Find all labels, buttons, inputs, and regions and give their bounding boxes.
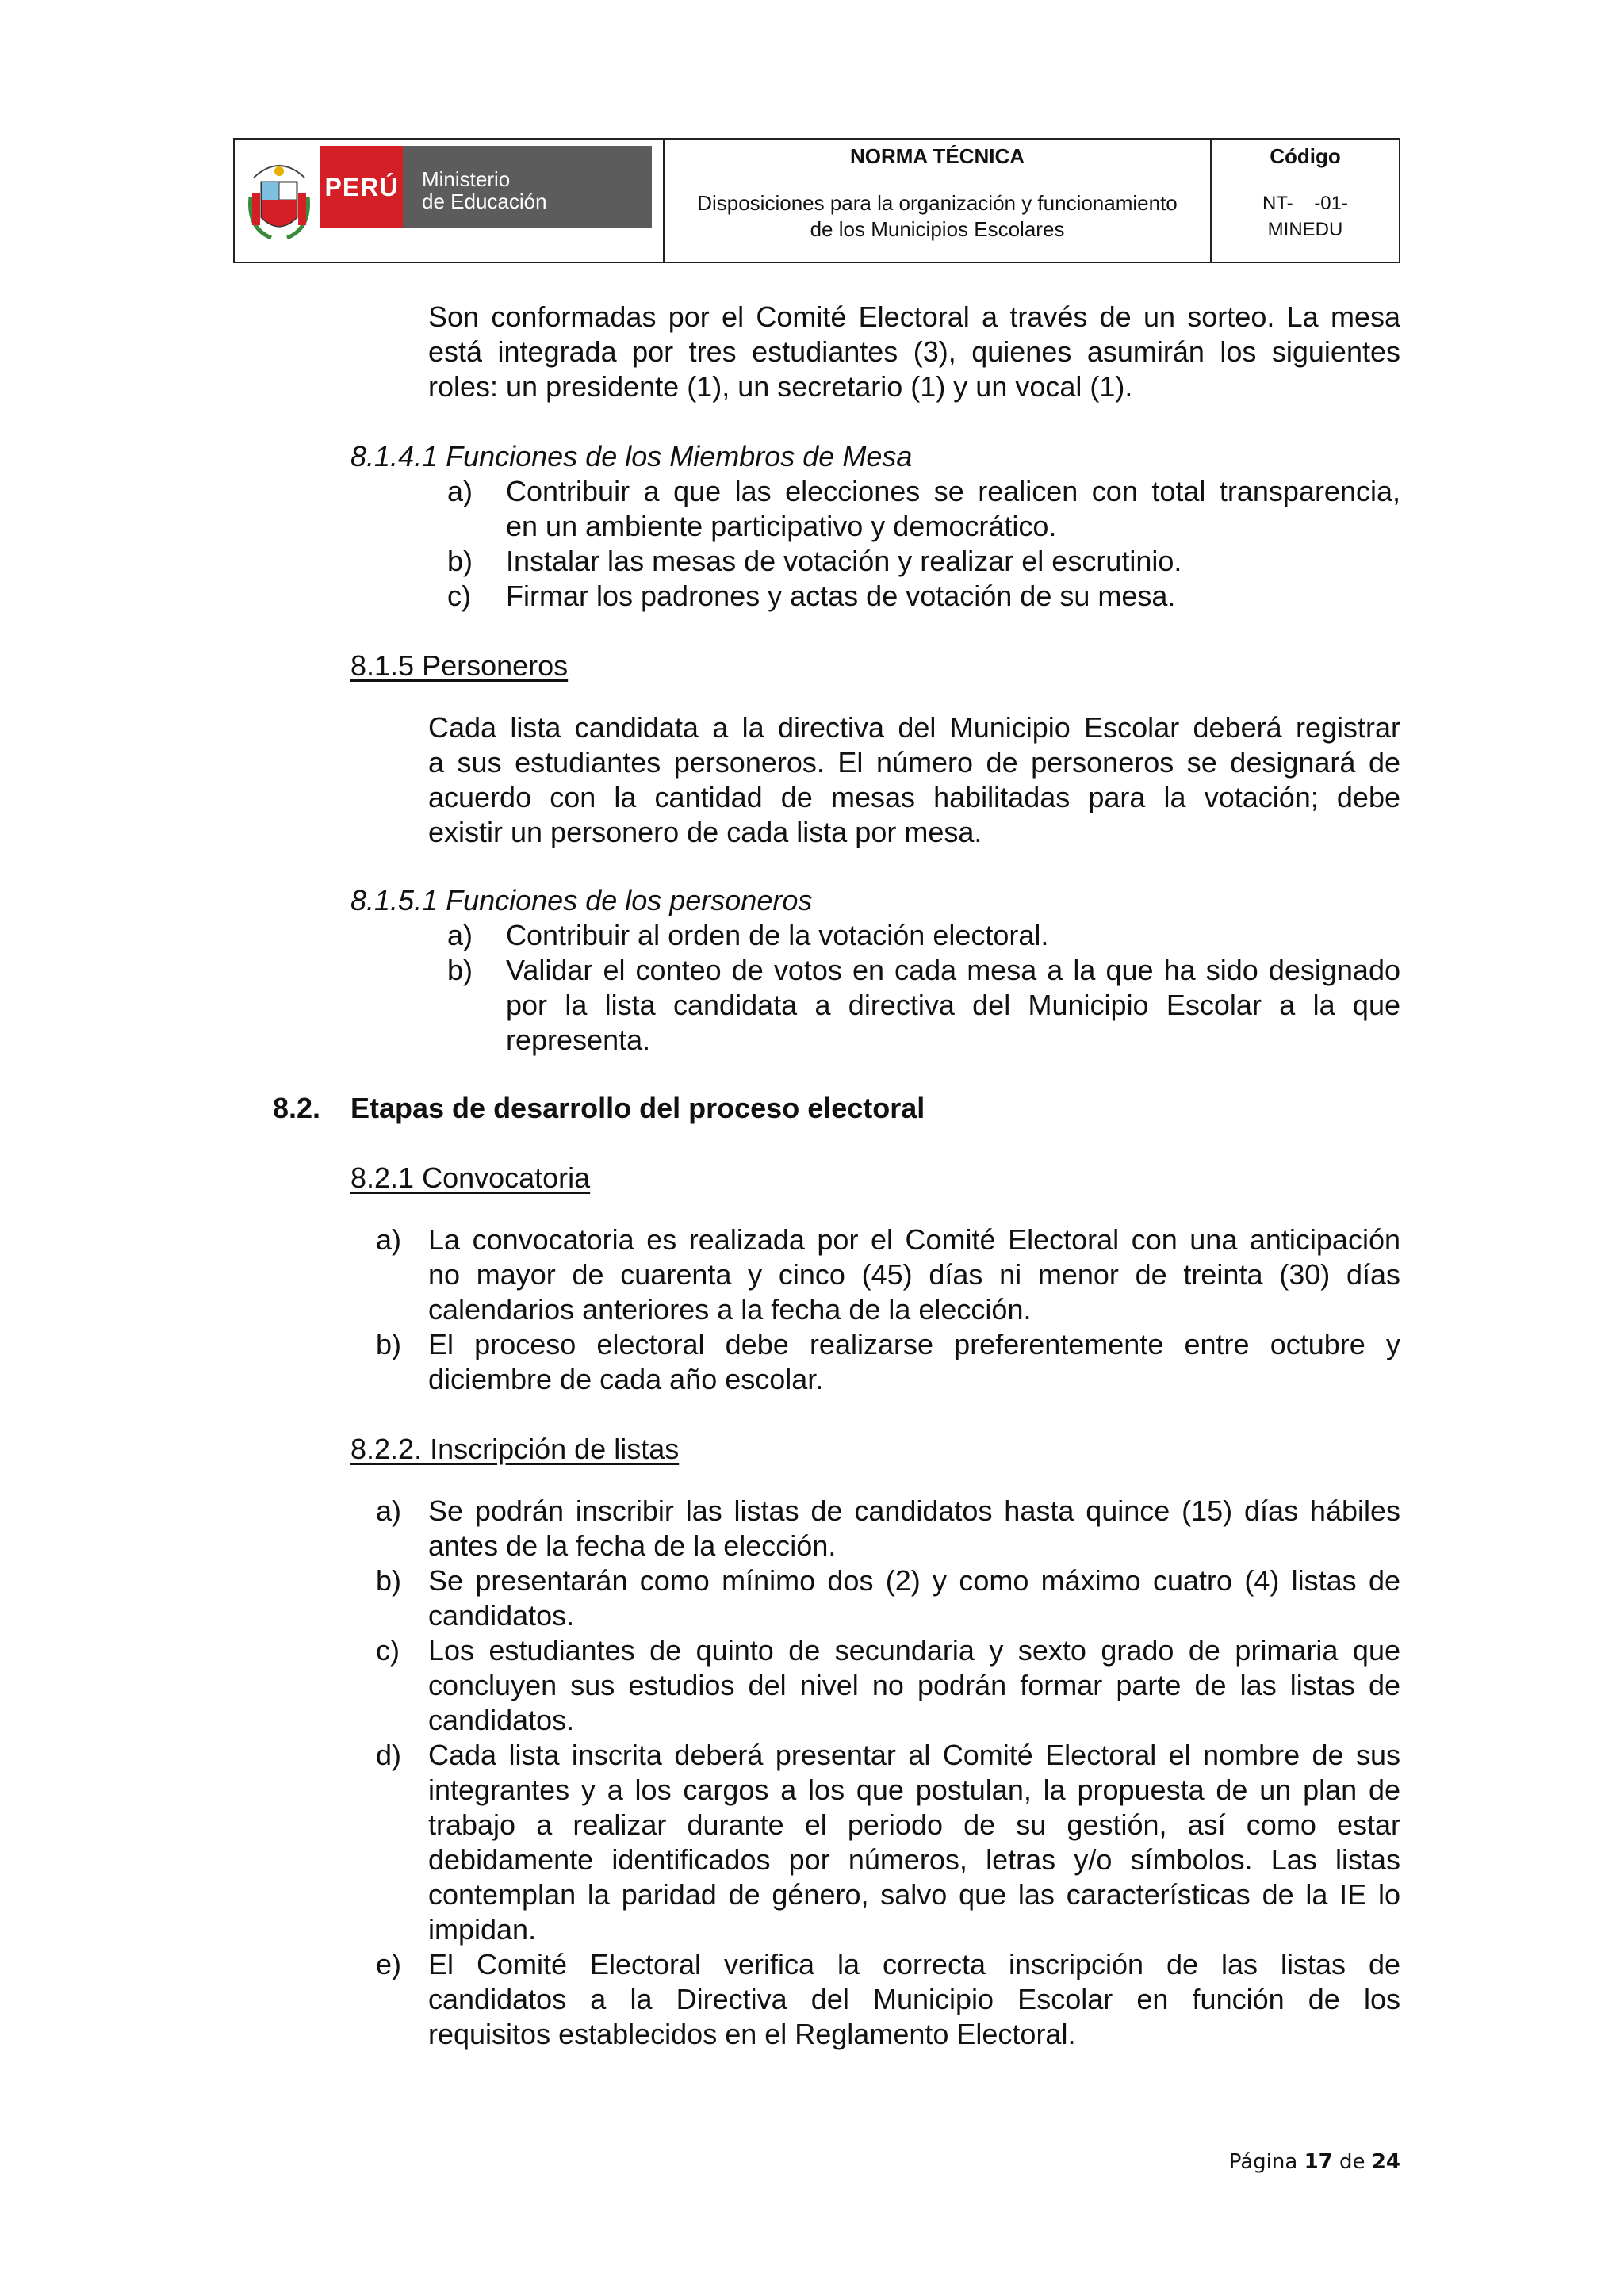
list-item: a) La convocatoria es realizada por el Comité Electoral con una anticipación no mayor de cuarenta y cinco (45) días ni menor de treinta (30) días calendarios anteriores a la fecha de la elección. xyxy=(376,1223,1400,1326)
list-item: a) Contribuir a que las elecciones se realicen con total transparencia, en un ambiente participativo y democrático. xyxy=(447,475,1400,542)
paragraph-mesa-composition: Son conformadas por el Comité Electoral a través de un sorteo. La mesa está integrada por tres estudiantes (3), quienes asumirán los siguientes roles: un presidente (1), un secretario (1) y un vocal (1). xyxy=(428,300,1400,403)
header-code-cell xyxy=(1212,140,1399,262)
list-item: b) Se presentarán como mínimo dos (2) y como máximo cuatro (4) listas de candidatos. xyxy=(376,1564,1400,1632)
section-number-8-2: 8.2. xyxy=(273,1092,321,1124)
paragraph-personeros: Cada lista candidata a la directiva del Municipio Escolar deberá registrar a sus estudiantes personeros. El número de personeros se designará de acuerdo con la cantidad de mesas habilitadas para la votación; debe existir un personero de cada lista por mesa. xyxy=(428,711,1400,848)
coat-of-arms-icon xyxy=(247,149,311,252)
header-title-cell xyxy=(665,140,1212,262)
list-item: d) Cada lista inscrita deberá presentar al Comité Electoral el nombre de sus integrantes y a los cargos a los que postulan, la propuesta de un plan de trabajo a realizar durante el periodo de su gestión, así como estar debidamente identificados por números, letras y/o símbolos. Las listas contemplan la paridad de género, salvo que las características de la IE lo impidan. xyxy=(376,1739,1400,1946)
heading-8-2-1: 8.2.1 Convocatoria xyxy=(350,1161,591,1194)
ministry-logo: Ministerio de Educación xyxy=(403,146,652,228)
heading-8-1-5-1: 8.1.5.1 Funciones de los personeros xyxy=(350,884,813,916)
peru-logo: PERÚ xyxy=(320,146,403,228)
list-item: c) Firmar los padrones y actas de votación de su mesa. xyxy=(447,580,1176,612)
list-item: b) Instalar las mesas de votación y realizar el escrutinio. xyxy=(447,545,1182,577)
document-header xyxy=(233,138,1400,263)
list-item: b) El proceso electoral debe realizarse preferentemente entre octubre y diciembre de cada año escolar. xyxy=(376,1328,1400,1395)
list-item: a) Contribuir al orden de la votación electoral. xyxy=(447,919,1049,951)
list-item: a) Se podrán inscribir las listas de candidatos hasta quince (15) días hábiles antes de la fecha de la elección. xyxy=(376,1494,1400,1562)
header-logo-cell xyxy=(235,140,665,262)
header-code-label: Código xyxy=(1270,144,1341,168)
section-title-8-2: Etapas de desarrollo del proceso electoral xyxy=(350,1092,925,1124)
page-number: Página 17 de 24 xyxy=(1228,2150,1400,2174)
list-item: b) Validar el conteo de votos en cada mesa a la que ha sido designado por la lista candidata a directiva del Municipio Escolar a la que representa. xyxy=(447,954,1400,1056)
list-item: c) Los estudiantes de quinto de secundaria y sexto grado de primaria que concluyen sus estudios del nivel no podrán formar parte de las listas de candidatos. xyxy=(376,1634,1400,1736)
header-code-value: NT- -01- MINEDU xyxy=(1262,193,1348,240)
heading-8-2-2: 8.2.2. Inscripción de listas xyxy=(350,1433,680,1465)
header-subtitle: Disposiciones para la organización y funcionamiento de los Municipios Escolares xyxy=(697,191,1178,241)
heading-8-1-4-1: 8.1.4.1 Funciones de los Miembros de Mesa xyxy=(350,440,913,473)
header-title: NORMA TÉCNICA xyxy=(849,144,1025,168)
heading-8-1-5: 8.1.5 Personeros xyxy=(350,649,569,682)
list-item: e) El Comité Electoral verifica la correcta inscripción de las listas de candidatos a la Directiva del Municipio Escolar en función de los requisitos establecidos en el Reglamento Electoral. xyxy=(376,1948,1400,2050)
